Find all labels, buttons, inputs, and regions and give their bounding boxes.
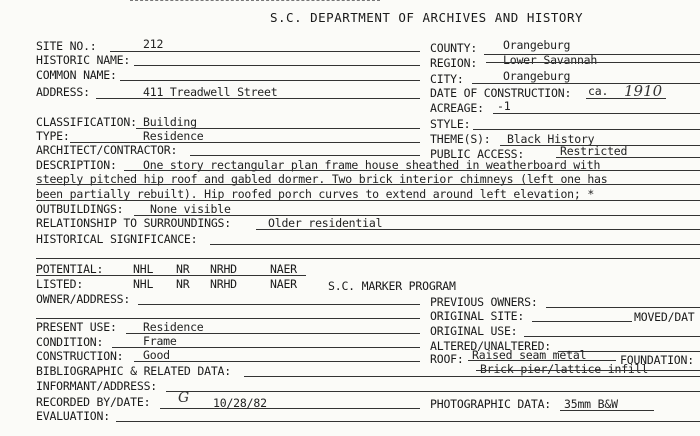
present-use-label: PRESENT USE: bbox=[36, 320, 117, 334]
potential-label: POTENTIAL: bbox=[36, 262, 104, 276]
evaluation-label: EVALUATION: bbox=[36, 409, 110, 423]
acreage-line bbox=[493, 113, 700, 114]
date-construction-label: DATE OF CONSTRUCTION: bbox=[430, 86, 572, 100]
public-access-label: PUBLIC ACCESS: bbox=[430, 147, 525, 161]
region-label: REGION: bbox=[430, 56, 478, 70]
listed-nrhd: NRHD bbox=[210, 277, 237, 291]
county-label: COUNTY: bbox=[430, 41, 478, 55]
significance-line-2 bbox=[36, 258, 700, 259]
address-value: 411 Treadwell Street bbox=[143, 85, 278, 99]
architect-line bbox=[190, 155, 420, 156]
historic-name-line bbox=[134, 65, 420, 66]
significance-line bbox=[210, 244, 700, 245]
form-title: S.C. DEPARTMENT OF ARCHIVES AND HISTORY bbox=[270, 10, 583, 25]
bibliographic-label: BIBLIOGRAPHIC & RELATED DATA: bbox=[36, 364, 231, 378]
roof-value: Raised seam metal bbox=[472, 348, 587, 362]
common-name-label: COMMON NAME: bbox=[36, 68, 117, 82]
region-line bbox=[486, 62, 700, 63]
recorded-by-line bbox=[160, 408, 420, 409]
potential-nr: NR bbox=[176, 262, 190, 276]
original-use-label: ORIGINAL USE: bbox=[430, 324, 518, 338]
description-line-1: One story rectangular plan frame house sheathed in weatherboard with bbox=[143, 158, 601, 172]
classification-value: Building bbox=[143, 115, 197, 129]
type-label: TYPE: bbox=[36, 129, 70, 143]
description-rule-1 bbox=[124, 170, 700, 171]
photographic-label: PHOTOGRAPHIC DATA: bbox=[430, 397, 552, 411]
style-line bbox=[473, 129, 700, 130]
architect-label: ARCHITECT/CONTRACTOR: bbox=[36, 143, 178, 157]
original-use-line bbox=[524, 336, 700, 337]
recorded-by-label: RECORDED BY/DATE: bbox=[36, 395, 151, 409]
owner-address-label: OWNER/ADDRESS: bbox=[36, 292, 131, 306]
owner-address-line-2 bbox=[36, 318, 420, 319]
description-label: DESCRIPTION: bbox=[36, 158, 117, 172]
previous-owners-line bbox=[546, 307, 700, 308]
potential-naer: NAER bbox=[270, 262, 297, 276]
photographic-value: 35mm B&W bbox=[564, 397, 618, 411]
acreage-value: -1 bbox=[497, 99, 511, 113]
potential-nhl: NHL bbox=[133, 262, 154, 276]
foundation-label: FOUNDATION: bbox=[620, 353, 694, 367]
relationship-line bbox=[256, 229, 700, 230]
listed-nhl: NHL bbox=[133, 277, 154, 291]
address-label: ADDRESS: bbox=[36, 85, 90, 99]
recorded-by-mark: G bbox=[178, 390, 190, 406]
relationship-value: Older residential bbox=[268, 216, 383, 230]
themes-value: Black History bbox=[507, 132, 595, 146]
potential-nrhd: NRHD bbox=[210, 262, 237, 276]
condition-value: Frame bbox=[143, 334, 177, 348]
foundation-line bbox=[476, 370, 700, 371]
informant-label: INFORMANT/ADDRESS: bbox=[36, 379, 158, 393]
informant-line bbox=[166, 391, 700, 392]
site-no-value: 212 bbox=[143, 37, 164, 51]
date-handwritten: 1910 bbox=[624, 82, 663, 100]
potential-line bbox=[36, 275, 306, 276]
style-label: STYLE: bbox=[430, 117, 471, 131]
original-site-label: ORIGINAL SITE: bbox=[430, 309, 525, 323]
description-rule-2 bbox=[36, 184, 700, 185]
site-no-line bbox=[110, 51, 420, 52]
site-no-label: SITE NO.: bbox=[36, 39, 97, 53]
owner-address-line bbox=[138, 304, 420, 305]
common-name-line bbox=[120, 80, 420, 81]
moved-label: MOVED/DAT bbox=[634, 310, 695, 324]
recorded-date-value: 10/28/82 bbox=[213, 396, 267, 410]
city-value: Orangeburg bbox=[503, 69, 571, 83]
condition-label: CONDITION: bbox=[36, 335, 104, 349]
listed-nr: NR bbox=[176, 277, 190, 291]
scan-artifact-line bbox=[130, 0, 380, 3]
relationship-label: RELATIONSHIP TO SURROUNDINGS: bbox=[36, 216, 231, 230]
description-line-2: steeply pitched hip roof and gabled dormer. Two brick interior chimneys (left one has bbox=[36, 172, 608, 186]
roof-label: ROOF: bbox=[430, 352, 464, 366]
address-line bbox=[96, 98, 420, 99]
listed-naer: NAER bbox=[270, 277, 297, 291]
public-access-value: Restricted bbox=[560, 144, 628, 158]
foundation-value: Brick pier/lattice infill bbox=[480, 362, 649, 376]
listed-label: LISTED: bbox=[36, 277, 84, 291]
region-value: Lower Savannah bbox=[503, 53, 598, 67]
bibliographic-line bbox=[244, 376, 700, 377]
evaluation-line bbox=[116, 421, 700, 422]
classification-label: CLASSIFICATION: bbox=[36, 115, 137, 129]
city-label: CITY: bbox=[430, 72, 464, 86]
altered-label: ALTERED/UNALTERED: bbox=[430, 339, 552, 353]
photographic-line bbox=[560, 410, 654, 411]
outbuildings-value: None visible bbox=[150, 202, 231, 216]
date-line bbox=[586, 98, 666, 99]
themes-label: THEME(S): bbox=[430, 132, 491, 146]
type-value: Residence bbox=[143, 129, 204, 143]
acreage-label: ACREAGE: bbox=[430, 101, 484, 115]
date-prefix: ca. bbox=[588, 84, 609, 98]
present-use-value: Residence bbox=[143, 320, 204, 334]
construction-label: CONSTRUCTION: bbox=[36, 349, 124, 363]
outbuildings-label: OUTBUILDINGS: bbox=[36, 202, 124, 216]
significance-label: HISTORICAL SIGNIFICANCE: bbox=[36, 232, 198, 246]
county-value: Orangeburg bbox=[503, 38, 571, 52]
description-rule-3 bbox=[36, 200, 700, 201]
roof-line bbox=[468, 360, 616, 361]
original-site-line bbox=[532, 321, 632, 322]
description-line-3: been partially rebuilt). Hip roofed porch curves to extend around left elevation; * bbox=[36, 187, 595, 201]
construction-line bbox=[134, 361, 420, 362]
city-line bbox=[472, 83, 700, 84]
sc-marker-label: S.C. MARKER PROGRAM bbox=[328, 279, 456, 293]
historic-name-label: HISTORIC NAME: bbox=[36, 53, 131, 67]
previous-owners-label: PREVIOUS OWNERS: bbox=[430, 295, 538, 309]
construction-value: Good bbox=[143, 348, 170, 362]
